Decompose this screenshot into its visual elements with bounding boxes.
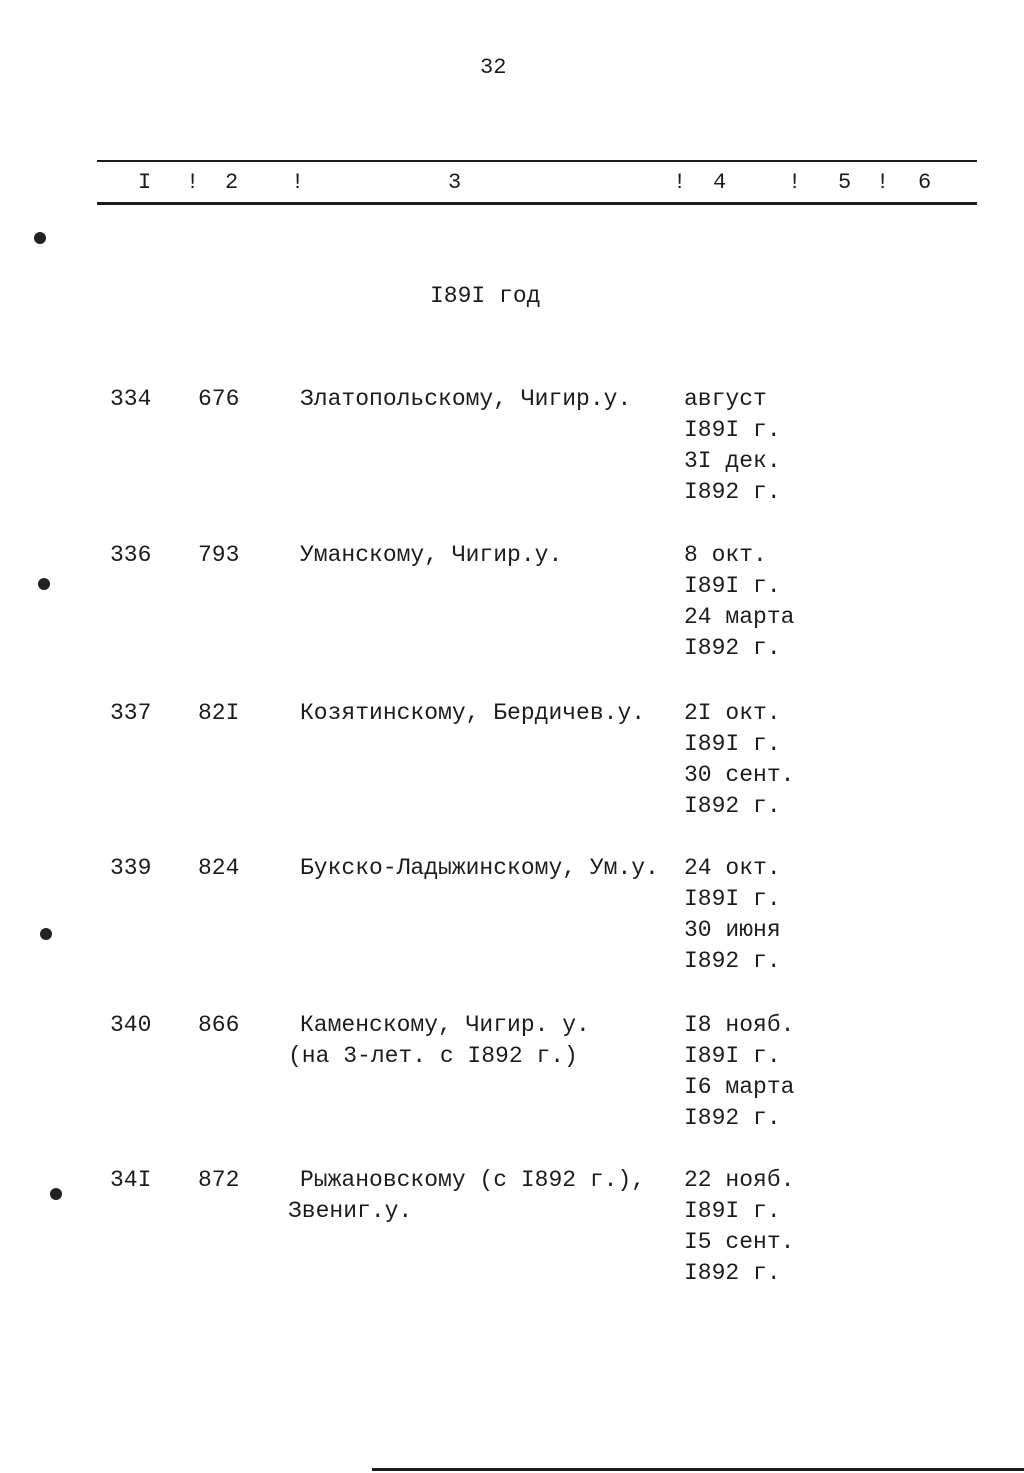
scan-edge-line xyxy=(372,1468,1024,1471)
row-title: Уманскому, Чигир.у. xyxy=(300,542,563,568)
row-date: I89I г. xyxy=(684,573,781,599)
row-date: I89I г. xyxy=(684,1198,781,1224)
header-separator: ! xyxy=(291,170,305,195)
header-col-6: 6 xyxy=(918,170,932,195)
row-date: I89I г. xyxy=(684,1043,781,1069)
row-number: 34I xyxy=(110,1167,152,1193)
row-title: Каменскому, Чигир. у. xyxy=(300,1012,590,1038)
row-title-note: (на 3-лет. с I892 г.) xyxy=(288,1043,578,1069)
header-col-2: 2 xyxy=(225,170,239,195)
row-code: 872 xyxy=(198,1167,240,1193)
row-date: 24 марта xyxy=(684,604,795,630)
row-number: 339 xyxy=(110,855,152,881)
year-heading: I89I год xyxy=(430,283,541,309)
row-date: I892 г. xyxy=(684,1260,781,1286)
punch-hole-mark xyxy=(38,578,50,590)
row-date: I892 г. xyxy=(684,635,781,661)
row-date: I89I г. xyxy=(684,731,781,757)
header-separator: ! xyxy=(186,170,200,195)
row-date: I892 г. xyxy=(684,1105,781,1131)
row-date: I892 г. xyxy=(684,948,781,974)
header-separator: ! xyxy=(673,170,687,195)
row-date: 30 сент. xyxy=(684,762,795,788)
row-date: август xyxy=(684,386,767,412)
row-date: 8 окт. xyxy=(684,542,767,568)
row-title: Козятинскому, Бердичев.у. xyxy=(300,700,646,726)
row-date: 22 нояб. xyxy=(684,1167,795,1193)
row-number: 337 xyxy=(110,700,152,726)
row-title: Рыжановскому (с I892 г.), xyxy=(300,1167,646,1193)
row-date: I89I г. xyxy=(684,417,781,443)
punch-hole-mark xyxy=(34,232,46,244)
punch-hole-mark xyxy=(40,928,52,940)
header-bottom-rule xyxy=(97,202,977,205)
punch-hole-mark xyxy=(50,1188,62,1200)
row-title-note: Звениг.у. xyxy=(288,1198,413,1224)
row-date: I8 нояб. xyxy=(684,1012,795,1038)
row-date: 3I дек. xyxy=(684,448,781,474)
header-separator: ! xyxy=(788,170,802,195)
header-col-4: 4 xyxy=(713,170,727,195)
row-number: 336 xyxy=(110,542,152,568)
row-code: 866 xyxy=(198,1012,240,1038)
row-number: 340 xyxy=(110,1012,152,1038)
row-code: 82I xyxy=(198,700,240,726)
row-date: I6 марта xyxy=(684,1074,795,1100)
row-date: 2I окт. xyxy=(684,700,781,726)
row-date: I5 сент. xyxy=(684,1229,795,1255)
header-separator: ! xyxy=(876,170,890,195)
page-number: 32 xyxy=(480,55,507,80)
row-date: I89I г. xyxy=(684,886,781,912)
row-code: 793 xyxy=(198,542,240,568)
row-date: I892 г. xyxy=(684,479,781,505)
row-title: Букско-Ладыжинскому, Ум.у. xyxy=(300,855,659,881)
row-date: 24 окт. xyxy=(684,855,781,881)
header-col-1: I xyxy=(138,170,152,195)
row-date: 30 июня xyxy=(684,917,781,943)
row-code: 824 xyxy=(198,855,240,881)
row-date: I892 г. xyxy=(684,793,781,819)
row-number: 334 xyxy=(110,386,152,412)
header-col-5: 5 xyxy=(838,170,852,195)
row-code: 676 xyxy=(198,386,240,412)
row-title: Златопольскому, Чигир.у. xyxy=(300,386,632,412)
header-top-rule xyxy=(97,160,977,162)
header-col-3: 3 xyxy=(448,170,462,195)
